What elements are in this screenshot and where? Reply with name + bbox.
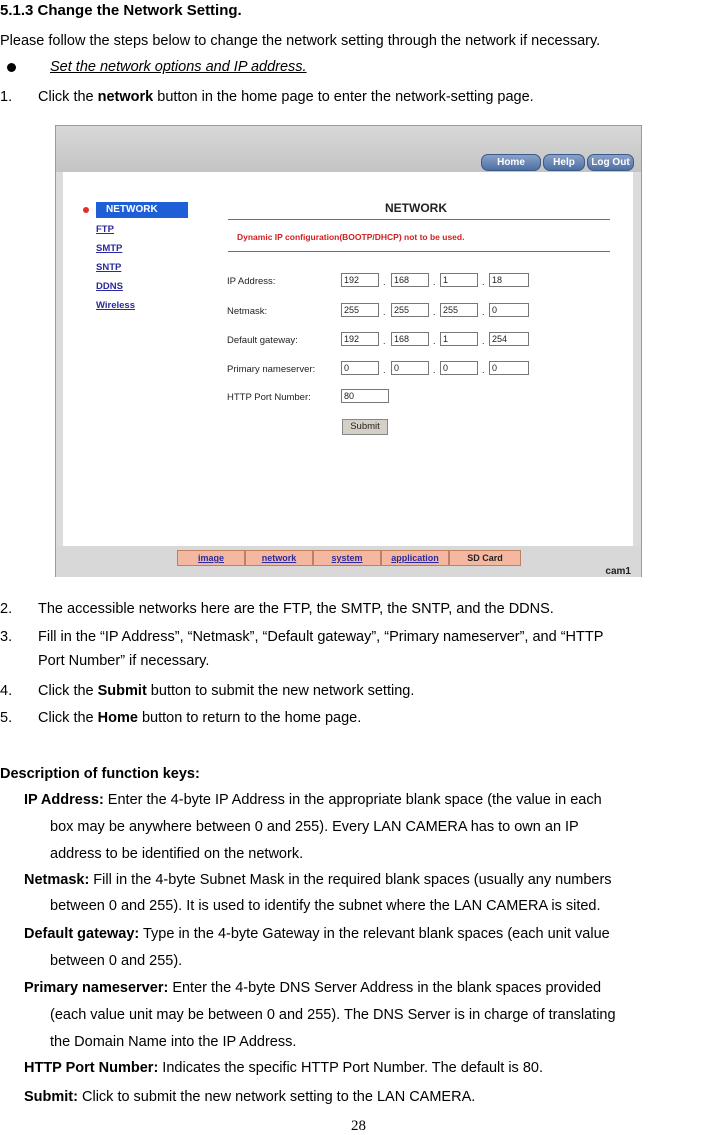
dot-separator: . [433,365,436,375]
desc-line: (each value unit may be between 0 and 255). The DNS Server is in charge of translating [50,1007,616,1023]
nameserver-octet-field[interactable]: 0 [341,361,379,375]
step-text: Fill in the “IP Address”, “Netmask”, “Default gateway”, “Primary nameserver”, and “HTTP [38,629,604,645]
ip-octet-field[interactable]: 192 [341,273,379,287]
tab-sd-card[interactable]: SD Card [449,550,521,566]
tab-application[interactable]: application [381,550,449,566]
bullet-dot-icon [7,63,16,72]
divider [228,251,610,252]
menu-link-ftp[interactable]: FTP [96,224,114,235]
desc-nameserver: Primary nameserver: Enter the 4-byte DNS Server Address in the blank spaces provided [24,980,602,996]
netmask-octet-field[interactable]: 255 [391,303,429,317]
submit-button[interactable]: Submit [342,419,388,435]
menu-link-smtp[interactable]: SMTP [96,243,123,254]
tab-network[interactable]: network [245,550,313,566]
desc-line: the Domain Name into the IP Address. [50,1034,297,1050]
dot-separator: . [383,336,386,346]
step-number: 5. [0,710,13,726]
netmask-octet-field[interactable]: 0 [489,303,529,317]
gateway-octet-field[interactable]: 254 [489,332,529,346]
dot-separator: . [383,365,386,375]
step-number: 1. [0,89,13,105]
screenshot-header [56,126,641,172]
gateway-octet-field[interactable]: 192 [341,332,379,346]
divider [228,219,610,220]
menu-item-network[interactable]: NETWORK [96,202,188,218]
network-page-screenshot [55,125,642,577]
gateway-octet-field[interactable]: 168 [391,332,429,346]
menu-link-ddns[interactable]: DDNS [96,281,123,292]
desc-line: between 0 and 255). [50,953,183,969]
dot-separator: . [482,307,485,317]
desc-submit: Submit: Click to submit the new network setting to the LAN CAMERA. [24,1089,476,1105]
selected-dot-icon [83,207,89,213]
gateway-octet-field[interactable]: 1 [440,332,478,346]
netmask-octet-field[interactable]: 255 [341,303,379,317]
tab-image[interactable]: image [177,550,245,566]
step-text: The accessible networks here are the FTP, the SMTP, the SNTP, and the DDNS. [38,601,554,617]
page-number: 28 [351,1118,366,1134]
ip-octet-field[interactable]: 18 [489,273,529,287]
section-heading: 5.1.3 Change the Network Setting. [0,2,242,19]
home-nav-button[interactable]: Home [481,154,541,171]
dhcp-warning: Dynamic IP configuration(BOOTP/DHCP) not to be used. [237,232,465,242]
netmask-octet-field[interactable]: 255 [440,303,478,317]
step-text: Click the Submit button to submit the new network setting. [38,683,415,699]
http-port-field[interactable]: 80 [341,389,389,403]
desc-http-port: HTTP Port Number: Indicates the specific HTTP Port Number. The default is 80. [24,1060,543,1076]
dot-separator: . [482,336,485,346]
nameserver-octet-field[interactable]: 0 [391,361,429,375]
desc-line: address to be identified on the network. [50,846,304,862]
dot-separator: . [383,277,386,287]
screenshot-content [63,172,633,546]
dot-separator: . [433,277,436,287]
step-number: 3. [0,629,13,645]
bottom-tab-bar [56,546,641,577]
step-text: Port Number” if necessary. [38,653,210,669]
netmask-label: Netmask: [227,306,268,317]
desc-gateway: Default gateway: Type in the 4-byte Gateway in the relevant blank spaces (each unit value [24,926,610,942]
dot-separator: . [482,277,485,287]
menu-link-wireless[interactable]: Wireless [96,300,135,311]
network-title: NETWORK [385,201,447,215]
menu-link-sntp[interactable]: SNTP [96,262,122,273]
step-number: 4. [0,683,13,699]
step-text: Click the network button in the home page to enter the network-setting page. [38,89,534,105]
camera-name: cam1 [605,566,631,577]
desc-ip-address: IP Address: Enter the 4-byte IP Address in the appropriate blank space (the value in each [24,792,602,808]
dot-separator: . [383,307,386,317]
ip-octet-field[interactable]: 168 [391,273,429,287]
dot-separator: . [433,307,436,317]
nameserver-octet-field[interactable]: 0 [440,361,478,375]
intro-text: Please follow the steps below to change the network setting through the network if necessary. [0,33,601,49]
nameserver-octet-field[interactable]: 0 [489,361,529,375]
logout-nav-button[interactable]: Log Out [587,154,634,171]
desc-line: box may be anywhere between 0 and 255). Every LAN CAMERA has to own an IP [50,819,579,835]
desc-line: between 0 and 255). It is used to identify the subnet where the LAN CAMERA is sited. [50,898,601,914]
bullet-text: Set the network options and IP address. [50,59,307,75]
http-port-label: HTTP Port Number: [227,392,311,403]
step-text: Click the Home button to return to the home page. [38,710,362,726]
ip-address-label: IP Address: [227,276,276,287]
tab-system[interactable]: system [313,550,381,566]
desc-netmask: Netmask: Fill in the 4-byte Subnet Mask in the required blank spaces (usually any numbers [24,872,612,888]
dot-separator: . [433,336,436,346]
step-number: 2. [0,601,13,617]
nameserver-label: Primary nameserver: [227,364,316,375]
dot-separator: . [482,365,485,375]
description-heading: Description of function keys: [0,766,200,782]
gateway-label: Default gateway: [227,335,298,346]
ip-octet-field[interactable]: 1 [440,273,478,287]
help-nav-button[interactable]: Help [543,154,585,171]
